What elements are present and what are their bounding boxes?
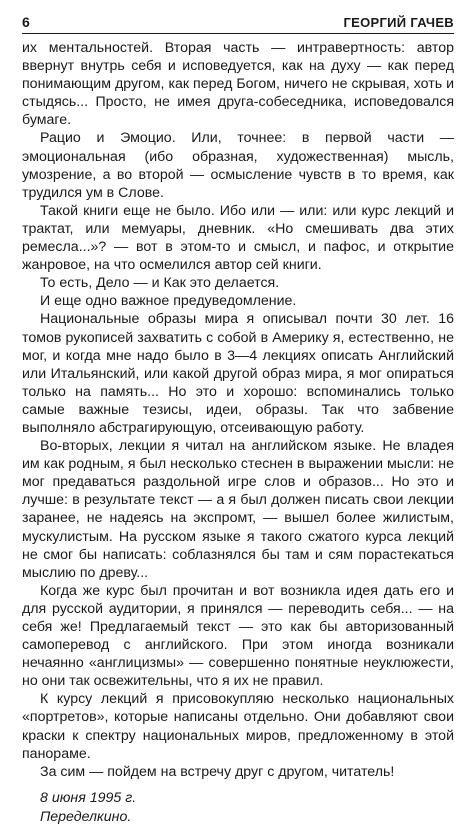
paragraph: К курсу лекций я присовокупляю несколько национальных «портретов», которые написаны отдельно. Они добавляют свои краски к спектру национальных миров, предложенному в этой панораме.	[22, 691, 454, 762]
signature-place: Переделкино.	[40, 808, 132, 825]
signature-date: 8 июня 1995 г.	[40, 789, 137, 806]
book-page	[22, 14, 454, 827]
paragraph: И еще одно важное предуведомление.	[40, 293, 297, 310]
paragraph: Национальные образы мира я описывал почти 30 лет. 16 томов рукописей захватить с собой в Америку я, естественно, не мог, и когда мне надо было в 3—4 лекциях описать Английский или Итальянский, или какой другой образ мира, я мог опираться только на память... Но это и хорошо: вспоминались только самые важные тезисы, идеи, образы. Так что забвение выполняло абстрагирующую, отсеивающую работу.	[22, 311, 454, 436]
paragraph: Во-вторых, лекции я читал на английском языке. Не владея им как родным, я был несколько стеснен в выражении мысли: не мог предаваться раздольной игре слов и образов... Но это и лучше: в результате текст — а я был должен писать свои лекции заранее, не надеясь на экспромт, — вышел более жилистым, мускулистым. На русском языке я такого сжатого курса лекций не смог бы написать: соблазнялся бы там и сям порастекаться мыслию по древу...	[22, 438, 454, 581]
paragraph: их ментальностей. Вторая часть — интравертность: автор ввернут внутрь себя и исповедуется, как на духу — как перед понимающим другом, как перед Богом, ничего не скрывая, хоть и стыдясь... Просто, не имея друга-собеседника, исповедовался бумаге.	[22, 40, 454, 129]
running-header	[22, 14, 454, 34]
paragraph: Когда же курс был прочитан и вот возникла идея дать его и для русской аудитории, я принялся — переводить себя... — на себя же! Предлагаемый текст — это как бы авторизованный самоперевод с английского. При этом иногда возникали нечаянно «англицизмы» — совершенно понятные неуклюжести, но они так освежительны, что я их не правил.	[22, 582, 454, 690]
body-text	[22, 39, 454, 781]
paragraph: Такой книги еще не было. Ибо или — или: или курс лекций и трактат, или мемуары, дневник. «Но смешивать два этих ремесла...»? — вот в этом-то и смысл, и пафос, и открытие жанровое, на что осмелился автор сей книги.	[22, 202, 454, 274]
running-title: ГЕОРГИЙ ГАЧЕВ	[343, 15, 454, 30]
page-number: 6	[22, 14, 31, 30]
signature-block	[22, 789, 454, 827]
paragraph: За сим — пойдем на встречу друг с другом, читатель!	[40, 763, 395, 780]
paragraph: То есть, Дело — и Как это делается.	[40, 275, 280, 292]
paragraph: Рацио и Эмоцио. Или, точнее: в первой части — эмоциональная (ибо образная, художественная) мысль, умозрение, а во второй — осмысление чувств в то время, как трудился ум в Слове.	[22, 130, 454, 201]
